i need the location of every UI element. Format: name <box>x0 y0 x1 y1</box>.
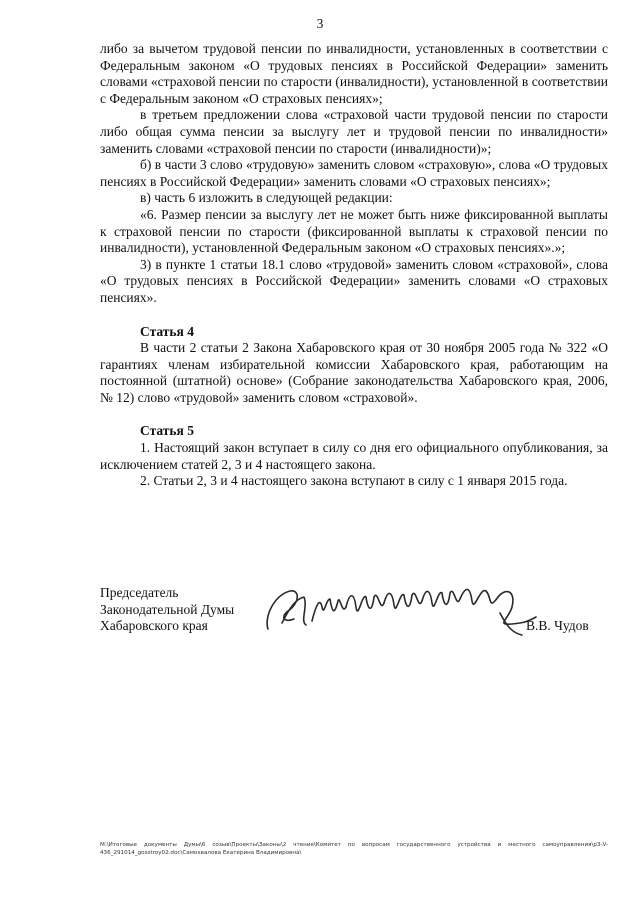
article-4-text: В части 2 статьи 2 Закона Хабаровского края от 30 ноября 2005 года № 322 «О гарантиях членам избирательной комиссии Хабаровского края, работающим на постоянной (штатной) основе» (Собрание законодательства Хабаровского края, 2006, № 12) слово «трудовой» заменить словом «страховой». <box>100 340 608 405</box>
signatory-position-line: Законодательной Думы <box>100 601 235 617</box>
paragraph: 3) в пункте 1 статьи 18.1 слово «трудовой» заменить словом «страховой», слова «О трудовых пенсиях в Российской Федерации» заменить словами «О страховых пенсиях». <box>100 256 608 305</box>
article-4-title: Статья 4 <box>140 323 194 339</box>
file-path-footer: М:\Итоговые документы Думы\6 созыв\Проекты\Законы\2 чтение\Комитет по вопросам государственного устройства и местного самоуправления\р3-V-436_291014_gosstroy02.doc\Самохвалова Екатерина Владимировна\ <box>100 842 608 856</box>
handwritten-signature <box>260 577 540 639</box>
article-5-item-1: 1. Настоящий закон вступает в силу со дня его официального опубликования, за исключением статей 2, 3 и 4 настоящего закона. <box>100 440 608 472</box>
paragraph: либо за вычетом трудовой пенсии по инвалидности, установленных в соответствии с Федеральным законом «О трудовых пенсиях в Российской Федерации» заменить словами «страховой пенсии по старости (инвалидности), установленной в соответствии с Федеральным законом «О страховых пенсиях»; <box>100 41 608 106</box>
signatory-name: В.В. Чудов <box>526 618 589 633</box>
paragraph: «6. Размер пенсии за выслугу лет не может быть ниже фиксированной выплаты к страховой пенсии по старости (фиксированной выплаты к страховой пенсии по инвалидности), установленной Федеральным законом «О страховых пенсиях».»; <box>100 206 608 256</box>
paragraph: в) часть 6 изложить в следующей редакции: <box>140 190 393 206</box>
document-body <box>100 41 608 490</box>
article-5-item-2: 2. Статьи 2, 3 и 4 настоящего закона вступают в силу с 1 января 2015 года. <box>140 473 568 489</box>
signatory-position-line: Хабаровского края <box>100 618 208 634</box>
page-number: 3 <box>316 16 324 31</box>
signature-block <box>100 585 608 645</box>
paragraph: в третьем предложении слова «страховой части трудовой пенсии по старости либо общая сумма пенсии за выслугу лет и трудовой пенсии по инвалидности» заменить словами «страховой пенсии по старости (инвалидности)»; <box>100 107 608 156</box>
paragraph: б) в части 3 слово «трудовую» заменить словом «страховую», слова «О трудовых пенсиях в Российской Федерации» заменить словами «О страховых пенсиях»; <box>100 157 608 189</box>
article-5-title: Статья 5 <box>140 423 194 439</box>
signatory-position-line: Председатель <box>100 585 179 600</box>
